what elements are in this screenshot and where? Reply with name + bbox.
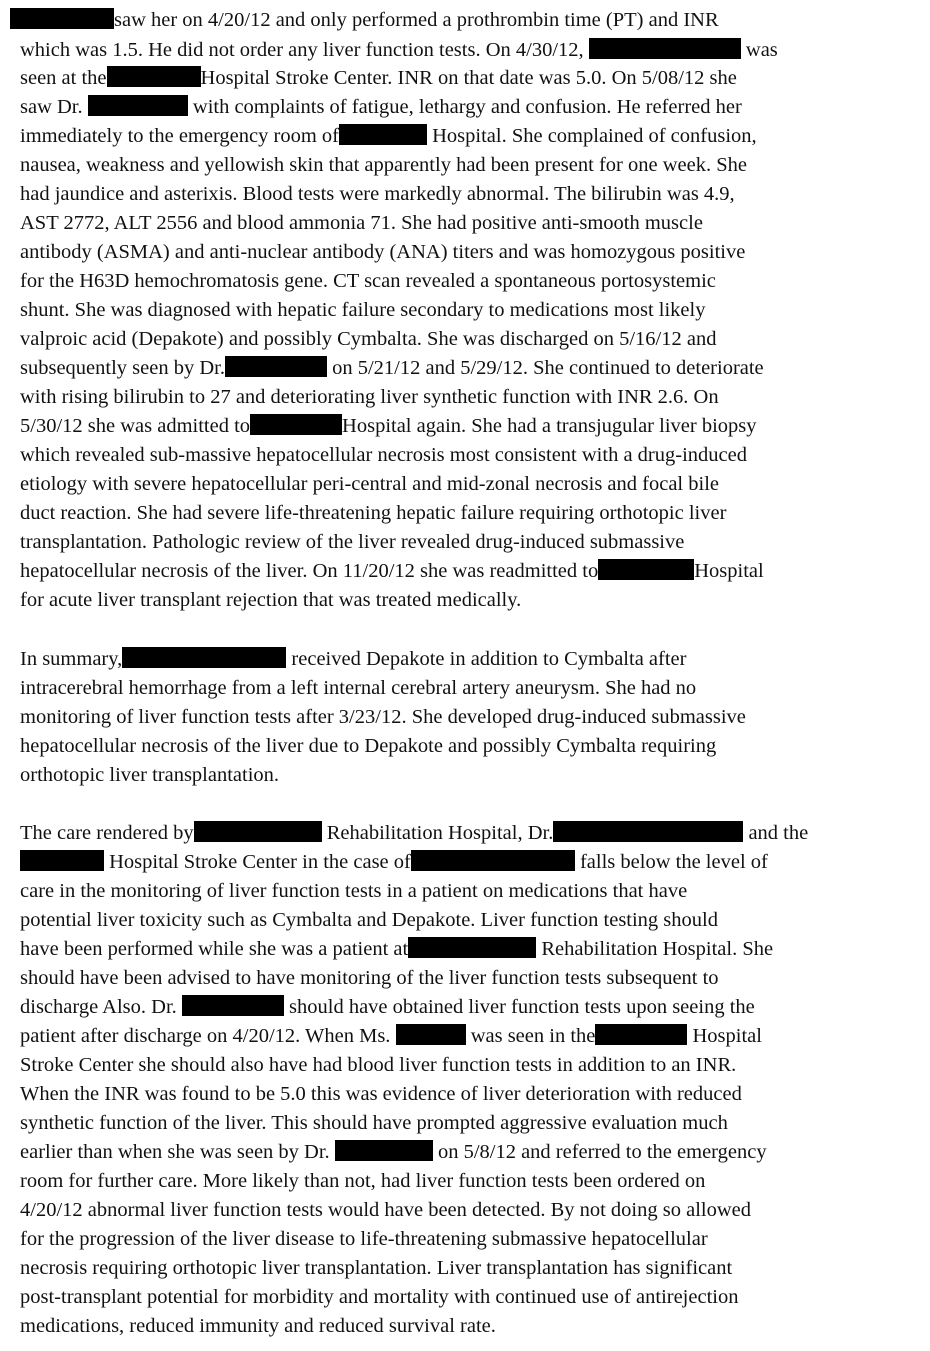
line-text: subsequently seen by Dr. — [20, 357, 225, 379]
text-line — [20, 906, 718, 934]
text-line — [20, 238, 745, 266]
line-text: transplantation. Pathologic review of the liver revealed drug-induced submassive — [20, 531, 685, 553]
text-line — [20, 1283, 738, 1311]
line-text: discharge Also. Dr. — [20, 996, 177, 1018]
text-line — [20, 877, 687, 905]
line-text: for the H63D hemochromatosis gene. CT scan revealed a spontaneous portosystemic — [20, 270, 716, 292]
line-text: 5/30/12 she was admitted to — [20, 415, 251, 437]
text-line — [20, 1225, 708, 1253]
redaction-box — [339, 124, 427, 145]
text-line — [20, 1167, 705, 1195]
text-line — [20, 557, 764, 585]
text-line — [20, 180, 735, 208]
line-text: was — [745, 39, 778, 61]
redaction-box — [20, 850, 104, 871]
redaction-box — [408, 937, 536, 958]
line-text: on 5/8/12 and referred to the emergency — [437, 1141, 767, 1163]
text-line — [20, 267, 716, 295]
line-text: antibody (ASMA) and anti-nuclear antibody (ANA) titers and was homozygous positive — [20, 241, 746, 263]
line-text: have been performed while she was a patient at — [20, 938, 409, 960]
text-line — [20, 1138, 767, 1166]
redaction-box — [122, 647, 286, 668]
text-line — [20, 1196, 751, 1224]
line-text: and the — [748, 822, 809, 844]
line-text: which was 1.5. He did not order any liver function tests. On 4/30/12, — [20, 39, 584, 61]
text-line — [20, 412, 757, 440]
line-text: on 5/21/12 and 5/29/12. She continued to deteriorate — [332, 357, 764, 379]
line-text: Rehabilitation Hospital. She — [541, 938, 774, 960]
text-line — [20, 732, 716, 760]
line-text: seen at the — [20, 67, 107, 89]
text-line — [20, 819, 808, 847]
text-line — [20, 383, 719, 411]
line-text: potential liver toxicity such as Cymbalta and Depakote. Liver function testing should — [20, 909, 718, 931]
line-text: room for further care. More likely than not, had liver function tests been ordered on — [20, 1170, 706, 1192]
line-text: should have obtained liver function tests upon seeing the — [289, 996, 755, 1018]
text-line — [20, 296, 705, 324]
line-text: necrosis requiring orthotopic liver transplantation. Liver transplantation has significant — [20, 1257, 733, 1279]
text-line — [20, 1051, 736, 1079]
redaction-box — [411, 850, 575, 871]
line-text: Hospital — [692, 1025, 762, 1047]
redaction-box — [10, 8, 114, 29]
text-line — [20, 848, 768, 876]
text-line — [20, 761, 279, 789]
line-text: for the progression of the liver disease to life-threatening submassive hepatocellular — [20, 1228, 708, 1250]
line-text: saw her on 4/20/12 and only performed a prothrombin time (PT) and INR — [114, 9, 719, 31]
line-text: Hospital again. She had a transjugular liver biopsy — [342, 415, 757, 437]
redaction-box — [225, 356, 327, 377]
line-text: Rehabilitation Hospital, Dr. — [326, 822, 554, 844]
text-line — [20, 703, 746, 731]
text-line — [20, 1109, 728, 1137]
text-line — [20, 674, 696, 702]
line-text: immediately to the emergency room of — [20, 125, 339, 147]
text-line — [20, 122, 757, 150]
redaction-box — [250, 414, 342, 435]
line-text: When the INR was found to be 5.0 this was evidence of liver deterioration with reduced — [20, 1083, 742, 1105]
text-line — [20, 1312, 496, 1340]
redaction-box — [396, 1024, 466, 1045]
redaction-box — [589, 38, 741, 59]
text-line — [20, 151, 747, 179]
line-text: intracerebral hemorrhage from a left internal cerebral artery aneurysm. She had no — [20, 677, 697, 699]
line-text: Stroke Center she should also have had blood liver function tests in addition to an INR. — [20, 1054, 737, 1076]
line-text: Hospital. She complained of confusion, — [432, 125, 757, 147]
line-text: Hospital — [694, 560, 764, 582]
line-text: shunt. She was diagnosed with hepatic failure secondary to medications most likely — [20, 299, 706, 321]
redaction-box — [598, 559, 694, 580]
line-text: for acute liver transplant rejection that was treated medically. — [20, 589, 522, 611]
line-text: care in the monitoring of liver function tests in a patient on medications that have — [20, 880, 688, 902]
line-text: valproic acid (Depakote) and possibly Cymbalta. She was discharged on 5/16/12 and — [20, 328, 717, 350]
text-line — [20, 993, 755, 1021]
line-text: etiology with severe hepatocellular peri-central and mid-zonal necrosis and focal bile — [20, 473, 719, 495]
text-line — [20, 354, 764, 382]
line-text: monitoring of liver function tests after 3/23/12. She developed drug-induced submassive — [20, 706, 746, 728]
text-line — [10, 6, 719, 34]
line-text: post-transplant potential for morbidity and mortality with continued use of antirejection — [20, 1286, 739, 1308]
line-text: The care rendered by — [20, 822, 194, 844]
text-line — [20, 1080, 742, 1108]
line-text: orthotopic liver transplantation. — [20, 764, 280, 786]
text-line — [20, 93, 742, 121]
text-line — [20, 964, 719, 992]
text-line — [20, 441, 747, 469]
line-text: hepatocellular necrosis of the liver due to Depakote and possibly Cymbalta requiring — [20, 735, 717, 757]
line-text: which revealed sub-massive hepatocellular necrosis most consistent with a drug-induced — [20, 444, 747, 466]
line-text: AST 2772, ALT 2556 and blood ammonia 71. She had positive anti-smooth muscle — [20, 212, 703, 234]
line-text: In summary, — [20, 648, 123, 670]
text-line — [20, 586, 521, 614]
line-text: Hospital Stroke Center in the case of — [109, 851, 411, 873]
redaction-box — [553, 821, 743, 842]
line-text: earlier than when she was seen by Dr. — [20, 1141, 330, 1163]
line-text: duct reaction. She had severe life-threatening hepatic failure requiring orthotopic liver — [20, 502, 727, 524]
text-line — [20, 325, 716, 353]
line-text: nausea, weakness and yellowish skin that apparently had been present for one week. She — [20, 154, 747, 176]
redaction-box — [335, 1140, 433, 1161]
line-text: Hospital Stroke Center. INR on that date was 5.0. On 5/08/12 she — [200, 67, 737, 89]
line-text: medications, reduced immunity and reduced survival rate. — [20, 1315, 496, 1337]
text-line — [20, 209, 703, 237]
text-line — [20, 935, 773, 963]
line-text: saw Dr. — [20, 96, 83, 118]
text-line — [20, 528, 684, 556]
redaction-box — [595, 1024, 687, 1045]
line-text: was seen in the — [470, 1025, 596, 1047]
line-text: with complaints of fatigue, lethargy and confusion. He referred her — [192, 96, 742, 118]
redaction-box — [182, 995, 284, 1016]
text-line — [20, 36, 778, 64]
line-text: hepatocellular necrosis of the liver. On 11/20/12 she was readmitted to — [20, 560, 599, 582]
line-text: received Depakote in addition to Cymbalta after — [291, 648, 687, 670]
text-line — [20, 645, 686, 673]
text-line — [20, 1022, 762, 1050]
redaction-box — [88, 95, 188, 116]
text-line — [20, 64, 737, 92]
line-text: 4/20/12 abnormal liver function tests would have been detected. By not doing so allowed — [20, 1199, 752, 1221]
text-line — [20, 470, 719, 498]
line-text: should have been advised to have monitoring of the liver function tests subsequent to — [20, 967, 719, 989]
line-text: had jaundice and asterixis. Blood tests were markedly abnormal. The bilirubin was 4.9, — [20, 183, 735, 205]
line-text: with rising bilirubin to 27 and deteriorating liver synthetic function with INR 2.6. On — [20, 386, 719, 408]
text-line — [20, 1254, 732, 1282]
redaction-box — [107, 66, 201, 87]
line-text: synthetic function of the liver. This should have prompted aggressive evaluation much — [20, 1112, 728, 1134]
text-line — [20, 499, 726, 527]
redaction-box — [194, 821, 322, 842]
line-text: patient after discharge on 4/20/12. When Ms. — [20, 1025, 391, 1047]
line-text: falls below the level of — [579, 851, 768, 873]
